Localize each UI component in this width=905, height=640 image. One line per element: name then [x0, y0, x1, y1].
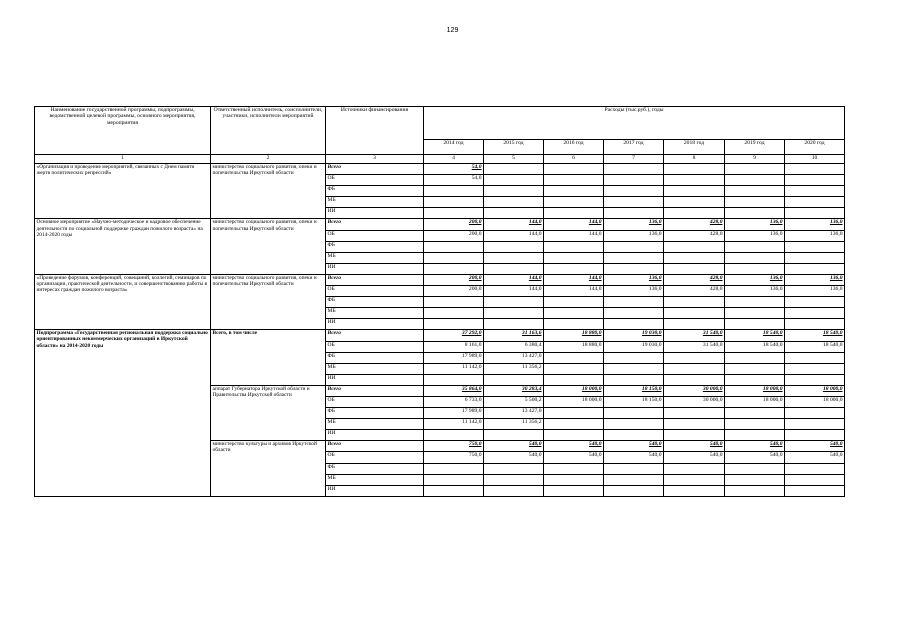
funding-source: ОБ [326, 396, 424, 407]
funding-source: ОБ [326, 175, 424, 186]
header-year: 2018 год [664, 140, 725, 155]
amount-cell [785, 474, 845, 485]
amount-cell [725, 474, 785, 485]
funding-source: ОБ [326, 230, 424, 241]
table-row [35, 219, 845, 230]
funding-source: ФБ [326, 297, 424, 308]
amount-cell [785, 197, 845, 208]
amount-cell [664, 164, 725, 175]
amount-cell [604, 297, 664, 308]
budget-table [34, 106, 845, 497]
executor-cell: аппарат Губернатора Иркутской области и Правительства Иркутской области [211, 385, 326, 440]
amount-cell [664, 308, 725, 319]
amount-cell: 540,0 [785, 452, 845, 463]
amount-cell: 136,0 [785, 219, 845, 230]
amount-cell [785, 175, 845, 186]
amount-cell: 18 150,0 [604, 396, 664, 407]
amount-cell: 144,0 [484, 230, 544, 241]
amount-cell [544, 363, 604, 374]
amount-cell [604, 308, 664, 319]
amount-cell [424, 186, 484, 197]
amount-cell [725, 463, 785, 474]
amount-cell: 428,0 [664, 219, 725, 230]
amount-cell: 136,0 [604, 286, 664, 297]
funding-source: ОБ [326, 286, 424, 297]
funding-source: ИИ [326, 430, 424, 441]
executor-cell: министерство социального развития, опеки и попечительства Иркутской области [211, 274, 326, 329]
funding-source: ИИ [326, 485, 424, 496]
funding-source: МБ [326, 308, 424, 319]
amount-cell: 30 000,0 [664, 396, 725, 407]
header-year: 2017 год [604, 140, 664, 155]
amount-cell [664, 175, 725, 186]
amount-cell: 428,0 [664, 274, 725, 285]
column-number: 4 [424, 155, 484, 164]
amount-cell: 136,0 [785, 230, 845, 241]
amount-cell [604, 175, 664, 186]
amount-cell: 35 864,0 [424, 385, 484, 396]
amount-cell [604, 208, 664, 219]
column-number: 8 [664, 155, 725, 164]
amount-cell: 200,0 [424, 219, 484, 230]
amount-cell: 144,0 [544, 286, 604, 297]
amount-cell [484, 474, 544, 485]
amount-cell: 18 150,0 [604, 385, 664, 396]
amount-cell [484, 197, 544, 208]
funding-source: Всего [326, 330, 424, 341]
executor-cell: Всего, в том числе [211, 330, 326, 385]
amount-cell [484, 319, 544, 330]
amount-cell [484, 430, 544, 441]
amount-cell [544, 208, 604, 219]
table-body [35, 164, 845, 497]
amount-cell: 18 000,0 [785, 396, 845, 407]
amount-cell: 428,0 [664, 286, 725, 297]
amount-cell [544, 186, 604, 197]
funding-source: МБ [326, 474, 424, 485]
amount-cell [785, 319, 845, 330]
amount-cell [725, 252, 785, 263]
amount-cell [785, 463, 845, 474]
amount-cell [544, 297, 604, 308]
amount-cell [664, 374, 725, 385]
amount-cell [544, 408, 604, 419]
amount-cell [424, 474, 484, 485]
header-executor: Ответственный исполнитель, соисполнители, участники, исполнители мероприятий [211, 107, 326, 155]
amount-cell [544, 197, 604, 208]
amount-cell: 750,0 [424, 452, 484, 463]
funding-source: ОБ [326, 452, 424, 463]
amount-cell [725, 352, 785, 363]
amount-cell: 540,0 [664, 441, 725, 452]
column-number: 7 [604, 155, 664, 164]
funding-source: МБ [326, 363, 424, 374]
amount-cell [424, 374, 484, 385]
funding-source: ФБ [326, 186, 424, 197]
funding-source: Всего [326, 274, 424, 285]
amount-cell [544, 474, 604, 485]
amount-cell: 200,0 [424, 274, 484, 285]
amount-cell [424, 430, 484, 441]
amount-cell [725, 197, 785, 208]
amount-cell [424, 208, 484, 219]
amount-cell: 540,0 [725, 441, 785, 452]
amount-cell: 18 000,0 [544, 396, 604, 407]
amount-cell [484, 175, 544, 186]
amount-cell [785, 241, 845, 252]
funding-source: МБ [326, 419, 424, 430]
amount-cell [785, 164, 845, 175]
amount-cell: 540,0 [544, 452, 604, 463]
amount-cell [424, 319, 484, 330]
amount-cell [604, 474, 664, 485]
amount-cell: 136,0 [785, 286, 845, 297]
amount-cell: 428,0 [664, 230, 725, 241]
amount-cell: 11 142,0 [424, 419, 484, 430]
amount-cell: 31 540,0 [664, 330, 725, 341]
amount-cell [604, 352, 664, 363]
amount-cell: 136,0 [725, 274, 785, 285]
funding-source: ФБ [326, 352, 424, 363]
amount-cell [664, 263, 725, 274]
amount-cell: 11 356,2 [484, 363, 544, 374]
amount-cell [664, 241, 725, 252]
amount-cell: 18 540,0 [725, 341, 785, 352]
amount-cell [484, 164, 544, 175]
amount-cell [785, 263, 845, 274]
amount-cell [785, 186, 845, 197]
table-row [35, 330, 845, 341]
amount-cell [484, 297, 544, 308]
executor-cell: министерство культуры и архивов Иркутской области [211, 441, 326, 496]
amount-cell: 18 000,0 [785, 385, 845, 396]
funding-source: ФБ [326, 408, 424, 419]
amount-cell: 19 030,0 [604, 330, 664, 341]
amount-cell [544, 419, 604, 430]
amount-cell: 540,0 [484, 452, 544, 463]
funding-source: МБ [326, 252, 424, 263]
amount-cell: 18 540,0 [725, 330, 785, 341]
amount-cell: 18 000,0 [544, 385, 604, 396]
amount-cell: 13 427,0 [484, 408, 544, 419]
amount-cell [725, 485, 785, 496]
amount-cell [484, 485, 544, 496]
amount-cell [544, 308, 604, 319]
amount-cell: 31 540,0 [664, 341, 725, 352]
executor-cell: министерство социального развития, опеки и попечительства Иркутской области [211, 219, 326, 274]
program-name: «Проведение форумов, конференций, совещаний, коллегий, семинаров по организации, практической деятельности, и совершенствованию работы в интересах граждан пожилого возраста» [35, 274, 211, 329]
amount-cell [725, 363, 785, 374]
header-year: 2016 год [544, 140, 604, 155]
funding-source: МБ [326, 197, 424, 208]
amount-cell: 17 989,0 [424, 352, 484, 363]
amount-cell: 144,0 [484, 219, 544, 230]
amount-cell: 144,0 [544, 219, 604, 230]
funding-source: Всего [326, 219, 424, 230]
amount-cell: 540,0 [604, 441, 664, 452]
amount-cell [544, 164, 604, 175]
amount-cell [604, 263, 664, 274]
amount-cell [725, 186, 785, 197]
amount-cell: 54,0 [424, 175, 484, 186]
amount-cell [785, 485, 845, 496]
funding-source: Всего [326, 441, 424, 452]
amount-cell [664, 419, 725, 430]
funding-source: ИИ [326, 208, 424, 219]
column-number: 1 [35, 155, 211, 164]
header-year: 2019 год [725, 140, 785, 155]
amount-cell [484, 186, 544, 197]
amount-cell: 136,0 [604, 230, 664, 241]
amount-cell [725, 374, 785, 385]
amount-cell [604, 241, 664, 252]
funding-source: Всего [326, 385, 424, 396]
amount-cell [484, 308, 544, 319]
amount-cell: 136,0 [725, 230, 785, 241]
amount-cell [544, 263, 604, 274]
amount-cell [544, 374, 604, 385]
amount-cell: 18 540,0 [785, 341, 845, 352]
amount-cell [664, 319, 725, 330]
amount-cell [604, 363, 664, 374]
amount-cell: 37 292,0 [424, 330, 484, 341]
funding-source: ОБ [326, 341, 424, 352]
amount-cell [664, 186, 725, 197]
amount-cell [544, 175, 604, 186]
amount-cell [604, 374, 664, 385]
header-name: Наименование государственной программы, подпрограммы, ведомственной целевой программы, основного мероприятия, мероприятия [35, 107, 211, 155]
amount-cell [544, 319, 604, 330]
header-year: 2020 год [785, 140, 845, 155]
amount-cell [424, 263, 484, 274]
amount-cell: 540,0 [785, 441, 845, 452]
amount-cell [424, 197, 484, 208]
amount-cell: 136,0 [725, 286, 785, 297]
amount-cell: 144,0 [544, 274, 604, 285]
amount-cell [725, 263, 785, 274]
amount-cell [484, 374, 544, 385]
amount-cell: 6 733,0 [424, 396, 484, 407]
amount-cell: 54,0 [424, 164, 484, 175]
amount-cell: 750,0 [424, 441, 484, 452]
amount-cell: 540,0 [725, 452, 785, 463]
amount-cell [604, 430, 664, 441]
column-number: 9 [725, 155, 785, 164]
amount-cell: 136,0 [604, 219, 664, 230]
amount-cell [484, 208, 544, 219]
funding-source: ИИ [326, 374, 424, 385]
amount-cell [664, 208, 725, 219]
amount-cell: 31 163,6 [484, 330, 544, 341]
amount-cell [725, 241, 785, 252]
amount-cell [725, 175, 785, 186]
amount-cell [604, 197, 664, 208]
amount-cell: 30 000,0 [664, 385, 725, 396]
amount-cell [604, 419, 664, 430]
amount-cell: 8 161,0 [424, 341, 484, 352]
program-name: «Организация и проведение мероприятий, связанных с Днем памяти жертв политических репрессий» [35, 164, 211, 219]
amount-cell: 5 500,2 [484, 396, 544, 407]
amount-cell [785, 363, 845, 374]
amount-cell [725, 319, 785, 330]
amount-cell: 200,0 [424, 286, 484, 297]
amount-cell [664, 430, 725, 441]
amount-cell [725, 308, 785, 319]
amount-cell: 17 989,0 [424, 408, 484, 419]
funding-source: ИИ [326, 319, 424, 330]
amount-cell: 200,0 [424, 230, 484, 241]
amount-cell [424, 485, 484, 496]
amount-cell: 144,0 [484, 286, 544, 297]
amount-cell [785, 408, 845, 419]
program-name: Подпрограмма «Государственная региональная поддержка социально ориентированных некоммерческих организаций в Иркутской области» на 2014-2020 годы [35, 330, 211, 496]
amount-cell [604, 408, 664, 419]
executor-cell: министерство социального развития, опеки и попечительства Иркутской области [211, 164, 326, 219]
amount-cell [544, 463, 604, 474]
amount-cell: 13 427,0 [484, 352, 544, 363]
amount-cell: 136,0 [604, 274, 664, 285]
amount-cell [725, 430, 785, 441]
amount-cell: 144,0 [544, 230, 604, 241]
amount-cell [424, 463, 484, 474]
header-year: 2014 год [424, 140, 484, 155]
amount-cell [544, 485, 604, 496]
amount-cell [424, 308, 484, 319]
amount-cell [785, 297, 845, 308]
amount-cell [604, 252, 664, 263]
amount-cell [424, 297, 484, 308]
amount-cell [604, 485, 664, 496]
amount-cell: 18 000,0 [725, 396, 785, 407]
amount-cell: 18 880,0 [544, 341, 604, 352]
amount-cell: 540,0 [484, 441, 544, 452]
amount-cell [664, 485, 725, 496]
program-name: Основное мероприятие «Научно-методическое и кадровое обеспечение деятельности по социальной поддержке граждан пожилого возраста» на 2014-2020 годы [35, 219, 211, 274]
amount-cell [484, 252, 544, 263]
table-row [35, 164, 845, 175]
amount-cell: 11 142,0 [424, 363, 484, 374]
amount-cell [664, 197, 725, 208]
column-number: 5 [484, 155, 544, 164]
amount-cell [664, 252, 725, 263]
amount-cell [484, 241, 544, 252]
funding-source: ФБ [326, 463, 424, 474]
funding-source: ФБ [326, 241, 424, 252]
table-row [35, 274, 845, 285]
amount-cell: 540,0 [664, 452, 725, 463]
amount-cell [484, 263, 544, 274]
amount-cell [725, 419, 785, 430]
amount-cell [664, 297, 725, 308]
amount-cell: 136,0 [785, 274, 845, 285]
amount-cell: 30 283,4 [484, 385, 544, 396]
amount-cell: 18 880,0 [544, 330, 604, 341]
amount-cell [544, 252, 604, 263]
amount-cell [664, 352, 725, 363]
amount-cell: 540,0 [604, 452, 664, 463]
amount-cell: 18 540,0 [785, 330, 845, 341]
header-expenses: Расходы (тыс.руб.), годы [424, 107, 845, 140]
amount-cell [785, 419, 845, 430]
amount-cell: 144,0 [484, 274, 544, 285]
amount-cell [424, 252, 484, 263]
amount-cell [424, 241, 484, 252]
header-year: 2015 год [484, 140, 544, 155]
amount-cell [725, 408, 785, 419]
amount-cell: 136,0 [725, 219, 785, 230]
amount-cell [785, 352, 845, 363]
amount-cell [785, 252, 845, 263]
column-number: 2 [211, 155, 326, 164]
amount-cell: 11 356,2 [484, 419, 544, 430]
amount-cell [725, 208, 785, 219]
amount-cell: 540,0 [544, 441, 604, 452]
amount-cell [785, 208, 845, 219]
amount-cell [664, 463, 725, 474]
amount-cell [604, 319, 664, 330]
amount-cell: 6 380,4 [484, 341, 544, 352]
funding-source: Всего [326, 164, 424, 175]
amount-cell [544, 352, 604, 363]
amount-cell [604, 186, 664, 197]
amount-cell [544, 430, 604, 441]
amount-cell [785, 430, 845, 441]
amount-cell: 18 000,0 [725, 385, 785, 396]
amount-cell [725, 164, 785, 175]
amount-cell [604, 463, 664, 474]
amount-cell [664, 474, 725, 485]
column-number: 10 [785, 155, 845, 164]
amount-cell [604, 164, 664, 175]
funding-source: ИИ [326, 263, 424, 274]
amount-cell: 19 030,0 [604, 341, 664, 352]
page-number: 129 [446, 27, 459, 34]
amount-cell [785, 374, 845, 385]
amount-cell [484, 463, 544, 474]
amount-cell [785, 308, 845, 319]
column-number: 6 [544, 155, 604, 164]
header-sources: Источники финансирования [326, 107, 424, 155]
amount-cell [544, 241, 604, 252]
amount-cell [664, 363, 725, 374]
column-number: 3 [326, 155, 424, 164]
amount-cell [725, 297, 785, 308]
amount-cell [664, 408, 725, 419]
